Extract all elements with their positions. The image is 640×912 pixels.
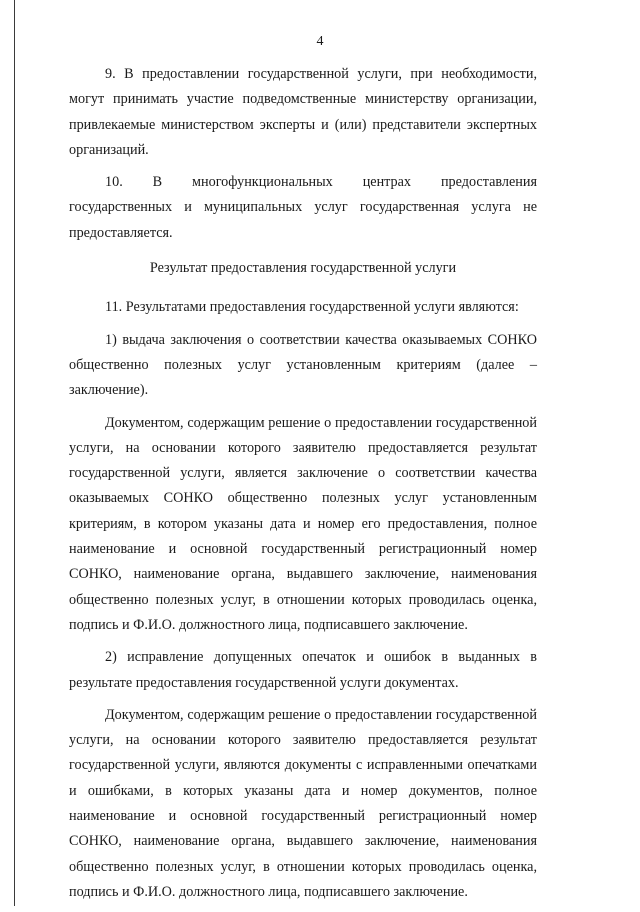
document-body bbox=[69, 62, 537, 912]
list-item-1: 1) выдача заключения о соответствии качества оказываемых СОНКО общественно полезных услуг установленным критериям (далее – заключение). bbox=[69, 331, 537, 399]
result-document-paragraph-1: Документом, содержащим решение о предоставлении государственной услуги, на основании которого заявителю предоставляется результат государственной услуги, является заключение о соответствии качества оказываемых СОНКО общественно полезных услуг установленным критериям, в котором указаны дата и номер его предоставления, полное наименование и основной государственный регистрационный номер СОНКО, наименование органа, выдавшего заключение, наименования общественно полезных услуг, в отношении которых проводилась оценка, подпись и Ф.И.О. должностного лица, подписавшего заключение. bbox=[69, 414, 537, 633]
page-number: 4 bbox=[316, 34, 324, 49]
paragraph-11: 11. Результатами предоставления государственной услуги являются: bbox=[105, 299, 519, 316]
result-document-paragraph-2: Документом, содержащим решение о предоставлении государственной услуги, на основании которого заявителю предоставляется результат государственной услуги, являются документы с исправленными опечатками и ошибками, в которых указаны дата и номер документов, полное наименование и основной государственный регистрационный номер СОНКО, наименование органа, выдавшего заключение, наименования общественно полезных услуг, в отношении которых проводилась оценка, подпись и Ф.И.О. должностного лица, подписавшего заключение. bbox=[69, 706, 537, 900]
list-item-2: 2) исправление допущенных опечаток и ошибок в выданных в результате предоставления государственной услуги документах. bbox=[69, 649, 537, 691]
page-left-border bbox=[14, 0, 15, 906]
section-heading: Результат предоставления государственной услуги bbox=[149, 260, 457, 277]
paragraph-9: 9. В предоставлении государственной услуги, при необходимости, могут принимать участие подведомственные министерству организации, привлекаемые министерством эксперты и (или) представители экспертных организаций. bbox=[69, 66, 537, 158]
paragraph-10: 10. В многофункциональных центрах предоставления государственных и муниципальных услуг государственная услуга не предоставляется. bbox=[69, 174, 537, 241]
